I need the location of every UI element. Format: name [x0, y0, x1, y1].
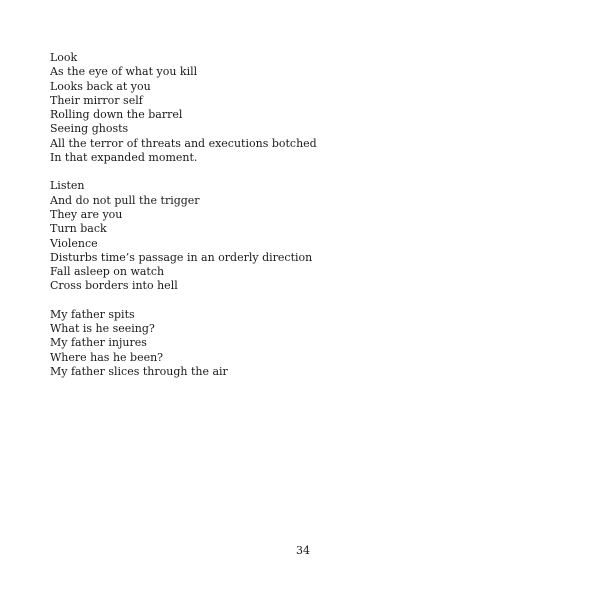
- poem-line: As the eye of what you kill: [50, 65, 198, 79]
- poem-line: And do not pull the trigger: [50, 193, 200, 207]
- poem: [50, 51, 550, 393]
- poem-line: Seeing ghosts: [50, 122, 129, 136]
- poem-line: What is he seeing?: [50, 322, 155, 336]
- poem-line: Rolling down the barrel: [50, 108, 183, 122]
- poem-line: They are you: [50, 207, 123, 221]
- poem-line: Violence: [50, 236, 98, 250]
- poem-line: Turn back: [50, 222, 107, 236]
- poem-line: Cross borders into hell: [50, 279, 178, 293]
- page-number: 34: [296, 544, 310, 557]
- stanza-3: [50, 308, 550, 379]
- poem-line: All the terror of threats and executions botched: [50, 136, 317, 150]
- poem-line: Where has he been?: [50, 350, 164, 364]
- poem-line: Look: [50, 51, 78, 64]
- poem-line: Their mirror self: [50, 93, 143, 107]
- poem-line: Looks back at you: [50, 79, 151, 93]
- poem-line: Fall asleep on watch: [50, 265, 165, 279]
- poem-line: In that expanded moment.: [50, 151, 198, 165]
- poem-line: My father injures: [50, 336, 147, 350]
- stanza-1: [50, 51, 550, 165]
- poem-line: My father spits: [50, 307, 135, 321]
- poem-line: Disturbs time’s passage in an orderly direction: [50, 250, 313, 264]
- poem-line: My father slices through the air: [50, 364, 228, 378]
- poem-line: Listen: [50, 179, 85, 193]
- stanza-2: [50, 179, 550, 293]
